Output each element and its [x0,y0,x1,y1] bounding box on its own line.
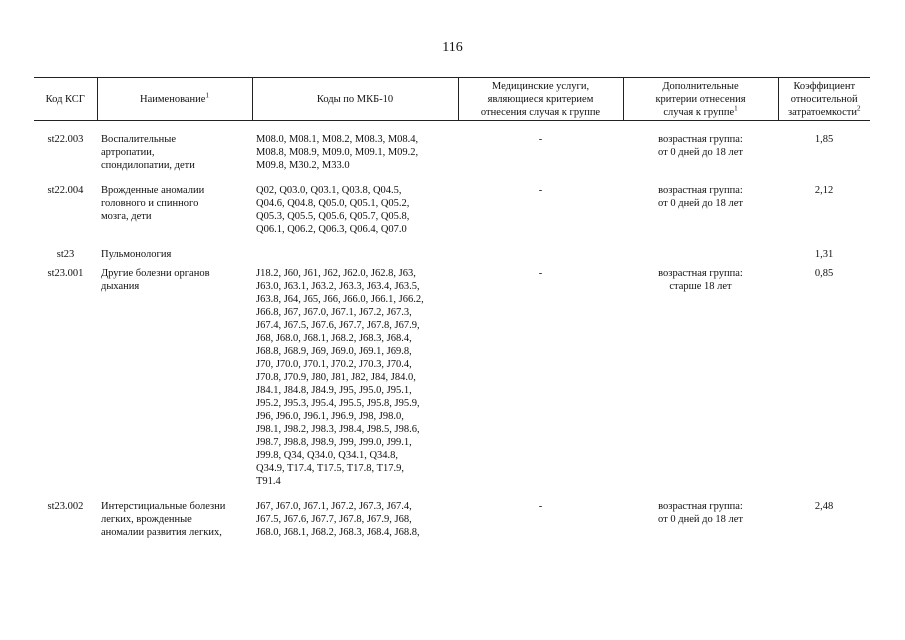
row-services: - [538,185,543,196]
footnote-marker: 1 [734,104,738,112]
text-line: возрастная группа: [658,501,743,512]
text-line: старше 18 лет [669,281,732,292]
table-row-profile [34,248,870,267]
row-coefficient: 2,12 [814,185,834,196]
header-coef [778,78,870,121]
text-line: J63.0, J63.1, J63.2, J63.3, J63.4, J63.5, [256,281,420,292]
text-line: J95.2, J95.3, J95.4, J95.5, J95.8, J95.9, [256,398,420,409]
row-criteria [623,500,778,551]
text-line: Врожденные аномалии [101,185,205,196]
text-line: Интерстициальные болезни [101,501,226,512]
text-line: Q06.1, Q06.2, Q06.3, Q06.4, Q07.0 [256,224,407,235]
row-name [97,248,252,267]
text-line: J67, J67.0, J67.1, J67.2, J67.3, J67.4, [256,501,412,512]
row-name [97,500,252,551]
table-row [34,184,870,248]
text-line: J18.2, J60, J61, J62, J62.0, J62.8, J63, [256,268,416,279]
row-code: st23 [56,249,75,260]
row-coefficient: 2,48 [814,501,834,512]
text-line: M08.8, M08.9, M09.0, M09.1, M09.2, [256,147,419,158]
text-line: J99.8, Q34, Q34.0, Q34.1, Q34.8, [256,450,399,461]
header-code [34,78,97,121]
header-services [458,78,623,121]
text-line: Другие болезни органов [101,268,210,279]
row-criteria [623,248,778,267]
row-mkb-codes [252,133,458,184]
text-line: J70, J70.0, J70.1, J70.2, J70.3, J70.4, [256,359,412,370]
page-number: 116 [442,40,463,55]
text-line: головного и спинного [101,198,199,209]
text-line: J68.8, J68.9, J69, J69.0, J69.1, J69.8, [256,346,412,357]
row-mkb-codes [252,248,458,267]
text-line: от 0 дней до 18 лет [658,147,743,158]
footnote-marker: 2 [856,104,861,112]
text-line: относительной [790,93,858,105]
text-line: дыхания [101,281,140,292]
text-line: M08.0, M08.1, M08.2, M08.3, M08.4, [256,134,419,145]
text-line: Воспалительные [101,134,177,145]
text-line: аномалии развития легких, [101,527,222,538]
ksg-table [34,77,870,551]
table-row [34,500,870,551]
header-criteria [623,78,778,121]
row-code: st22.004 [47,185,84,196]
text-line: возрастная группа: [658,185,743,196]
row-services [458,248,623,267]
text-line: от 0 дней до 18 лет [658,514,743,525]
table-header-row [34,78,870,121]
row-code: st23.002 [47,501,84,512]
text-line: Q34.9, T17.4, T17.5, T17.8, T17.9, [256,463,404,474]
text-line: J68.0, J68.1, J68.2, J68.3, J68.4, J68.8, [256,527,420,538]
row-criteria [623,267,778,500]
text-line: случая к группе$^1$ [663,104,738,118]
text-line: J67.4, J67.5, J67.6, J67.7, J67.8, J67.9, [256,320,420,331]
footnote-marker: 1 [205,91,209,99]
row-code: st22.003 [47,134,84,145]
text-line: возрастная группа: [658,134,743,145]
text-line: артропатии, [101,147,155,158]
row-mkb-codes [252,500,458,551]
text-line: Наименование$^1$ [140,91,209,105]
text-line: Код КСГ [45,93,85,105]
text-line: J84.1, J84.8, J84.9, J95, J95.0, J95.1, [256,385,412,396]
text-line: J68, J68.0, J68.1, J68.2, J68.3, J68.4, [256,333,412,344]
row-name [97,133,252,184]
text-line: Пульмонология [101,249,172,260]
row-mkb-codes [252,267,458,500]
row-mkb-codes [252,184,458,248]
header-name [97,78,252,121]
text-line: легких, врожденные [101,514,192,525]
text-line: Q02, Q03.0, Q03.1, Q03.8, Q04.5, [256,185,402,196]
text-line: J96, J96.0, J96.1, J96.9, J98, J98.0, [256,411,404,422]
row-name [97,184,252,248]
row-name [97,267,252,500]
text-line: Медицинские услуги, [491,80,590,92]
text-line: J66.8, J67, J67.0, J67.1, J67.2, J67.3, [256,307,412,318]
table-row [34,133,870,184]
table-row [34,267,870,500]
text-line: J98.7, J98.8, J98.9, J99, J99.0, J99.1, [256,437,412,448]
text-line: Коды по МКБ-10 [316,93,394,105]
text-line: являющиеся критерием [487,93,594,105]
text-line: от 0 дней до 18 лет [658,198,743,209]
text-line: J70.8, J70.9, J80, J81, J82, J84, J84.0, [256,372,416,383]
text-line: Дополнительные [662,80,739,92]
text-line: спондилопатии, дети [101,160,195,171]
row-services: - [538,134,543,145]
text-line: J67.5, J67.6, J67.7, J67.8, J67.9, J68, [256,514,412,525]
row-coefficient: 0,85 [814,268,834,279]
text-line: возрастная группа: [658,268,743,279]
row-services: - [538,268,543,279]
text-line: Q04.6, Q04.8, Q05.0, Q05.1, Q05.2, [256,198,410,209]
row-criteria [623,184,778,248]
text-line: критерии отнесения [655,93,746,105]
header-mkb [252,78,458,121]
row-code: st23.001 [47,268,84,279]
row-services: - [538,501,543,512]
row-coefficient: 1,85 [814,134,834,145]
text-line: Коэффициент [793,80,856,92]
text-line: мозга, дети [101,211,152,222]
text-line: затратоемкости$^2$ [788,104,861,118]
row-criteria [623,133,778,184]
text-line: J98.1, J98.2, J98.3, J98.4, J98.5, J98.6, [256,424,420,435]
text-line: J63.8, J64, J65, J66, J66.0, J66.1, J66.2, [256,294,424,305]
text-line: Q05.3, Q05.5, Q05.6, Q05.7, Q05.8, [256,211,410,222]
text-line: M09.8, M30.2, M33.0 [256,160,350,171]
text-line: отнесения случая к группе [480,106,601,118]
row-coefficient: 1,31 [814,249,834,260]
text-line: T91.4 [256,476,281,487]
